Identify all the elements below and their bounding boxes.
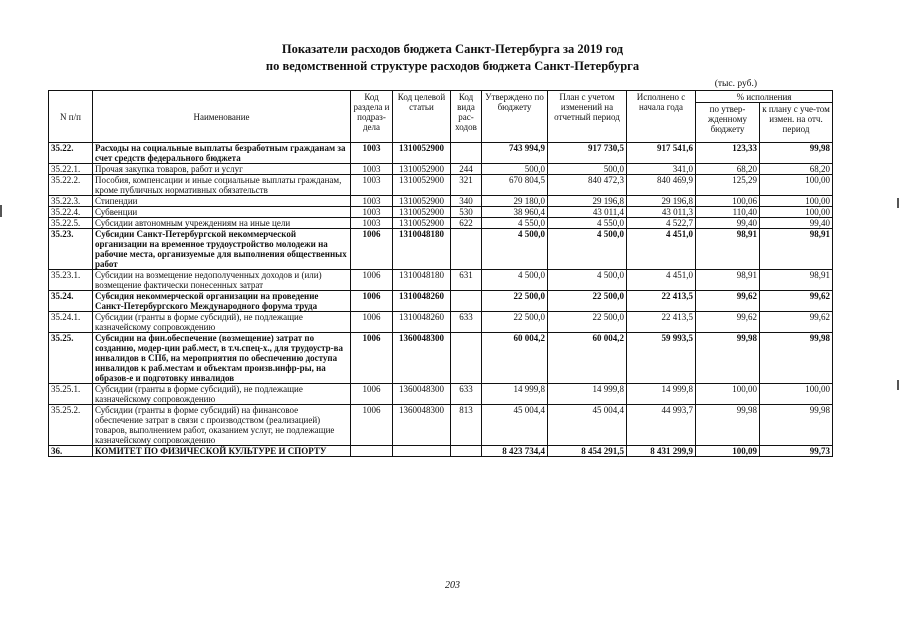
row-done: 22 413,5 [627,312,696,333]
row-target-code: 1360048300 [393,405,451,446]
row-target-code: 1310052900 [393,218,451,229]
row-target-code: 1310048180 [393,270,451,291]
row-pct-plan: 100,00 [760,196,833,207]
row-num: 35.22.2. [49,175,93,196]
row-section-code: 1003 [351,175,393,196]
row-num: 35.22.5. [49,218,93,229]
row-approved: 743 994,9 [482,143,548,164]
row-target-code: 1310052900 [393,175,451,196]
table-row [49,218,833,229]
row-expense-type [451,229,482,270]
row-done: 43 011,3 [627,207,696,218]
row-target-code: 1310052900 [393,164,451,175]
row-pct-approved: 99,62 [696,312,760,333]
row-expense-type: 244 [451,164,482,175]
row-approved: 22 500,0 [482,312,548,333]
row-name: Стипендии [93,196,351,207]
row-pct-approved: 68,20 [696,164,760,175]
row-approved: 38 960,4 [482,207,548,218]
row-name: Субвенции [93,207,351,218]
row-pct-plan: 100,00 [760,175,833,196]
row-num: 35.23. [49,229,93,270]
row-plan: 8 454 291,5 [548,446,627,457]
row-section-code [351,446,393,457]
row-name: Пособия, компенсации и иные социальные выплаты гражданам, кроме публичных нормативных обязательств [93,175,351,196]
row-name: Субсидии на возмещение недополученных доходов и (или) возмещение фактически понесенных затрат [93,270,351,291]
row-done: 44 993,7 [627,405,696,446]
row-approved: 500,0 [482,164,548,175]
row-expense-type: 340 [451,196,482,207]
row-done: 14 999,8 [627,384,696,405]
row-target-code: 1310048260 [393,291,451,312]
row-plan: 4 500,0 [548,229,627,270]
row-done: 341,0 [627,164,696,175]
row-plan: 917 730,5 [548,143,627,164]
row-num: 35.23.1. [49,270,93,291]
row-num: 35.22.4. [49,207,93,218]
row-done: 22 413,5 [627,291,696,312]
row-done: 4 451,0 [627,270,696,291]
row-pct-plan: 100,00 [760,384,833,405]
row-pct-plan: 99,98 [760,405,833,446]
row-pct-plan: 99,73 [760,446,833,457]
row-target-code: 1310048180 [393,229,451,270]
table-row [49,229,833,270]
row-plan: 840 472,3 [548,175,627,196]
row-done: 29 196,8 [627,196,696,207]
header-section: Код раздела и подраз-дела [351,91,393,143]
row-done: 4 522,7 [627,218,696,229]
row-num: 35.25.2. [49,405,93,446]
document-title: Показатели расходов бюджета Санкт-Петербурга за 2019 год [281,42,624,56]
row-pct-approved: 125,29 [696,175,760,196]
scan-mark [897,198,899,208]
table-row [49,270,833,291]
header-done: Исполнено с начала года [627,91,696,143]
row-pct-plan: 98,91 [760,229,833,270]
table-row [49,196,833,207]
row-pct-approved: 100,06 [696,196,760,207]
row-pct-approved: 98,91 [696,229,760,270]
row-done: 917 541,6 [627,143,696,164]
scan-mark [897,380,899,390]
table-body [49,143,833,457]
row-expense-type [451,333,482,384]
row-plan: 500,0 [548,164,627,175]
row-expense-type [451,143,482,164]
table-row [49,405,833,446]
row-pct-plan: 99,98 [760,143,833,164]
scan-mark [0,205,2,217]
row-expense-type: 633 [451,384,482,405]
row-pct-approved: 99,98 [696,405,760,446]
row-expense-type: 813 [451,405,482,446]
row-pct-plan: 99,62 [760,312,833,333]
row-section-code: 1006 [351,312,393,333]
row-name: Расходы на социальные выплаты безработным гражданам за счет средств федерального бюджета [93,143,351,164]
units-label: (тыс. руб.) [714,79,757,89]
row-name: Субсидия некоммерческой организации на проведение Санкт-Петербургского Международного форума труда [93,291,351,312]
row-target-code: 1360048300 [393,333,451,384]
row-target-code: 1310052900 [393,143,451,164]
row-section-code: 1006 [351,405,393,446]
row-section-code: 1003 [351,218,393,229]
row-done: 840 469,9 [627,175,696,196]
row-name: Прочая закупка товаров, работ и услуг [93,164,351,175]
header-target: Код целевой статьи [393,91,451,143]
row-name: Субсидии (гранты в форме субсидий), не подлежащие казначейскому сопровождению [93,384,351,405]
row-approved: 4 500,0 [482,229,548,270]
table-row [49,291,833,312]
header-plan: План с учетом изменений на отчетный период [548,91,627,143]
table-row [49,312,833,333]
row-expense-type: 633 [451,312,482,333]
row-section-code: 1006 [351,270,393,291]
table-row [49,446,833,457]
row-approved: 8 423 734,4 [482,446,548,457]
row-plan: 45 004,4 [548,405,627,446]
row-approved: 22 500,0 [482,291,548,312]
row-section-code: 1003 [351,196,393,207]
table-row [49,164,833,175]
row-expense-type: 321 [451,175,482,196]
row-pct-approved: 110,40 [696,207,760,218]
row-section-code: 1006 [351,384,393,405]
row-plan: 22 500,0 [548,312,627,333]
row-expense-type [451,291,482,312]
table-header [49,91,833,143]
row-name: Субсидии (гранты в форме субсидий), не подлежащие казначейскому сопровождению [93,312,351,333]
row-pct-plan: 99,98 [760,333,833,384]
table-row [49,384,833,405]
row-num: 35.22.3. [49,196,93,207]
row-approved: 60 004,2 [482,333,548,384]
table-row [49,143,833,164]
row-pct-approved: 100,09 [696,446,760,457]
row-approved: 29 180,0 [482,196,548,207]
row-section-code: 1003 [351,207,393,218]
row-plan: 22 500,0 [548,291,627,312]
row-pct-approved: 99,40 [696,218,760,229]
row-target-code: 1310052900 [393,196,451,207]
row-expense-type: 530 [451,207,482,218]
row-name: Субсидии автономным учреждениям на иные цели [93,218,351,229]
row-pct-plan: 98,91 [760,270,833,291]
row-plan: 60 004,2 [548,333,627,384]
row-num: 35.24. [49,291,93,312]
row-section-code: 1006 [351,333,393,384]
row-num: 35.25. [49,333,93,384]
header-approved: Утверждено по бюджету [482,91,548,143]
header-pct2: к плану с уче-том измен. на отч. период [760,103,833,143]
row-target-code: 1310052900 [393,207,451,218]
row-pct-approved: 123,33 [696,143,760,164]
row-plan: 4 500,0 [548,270,627,291]
row-approved: 45 004,4 [482,405,548,446]
header-pct-group: % исполнения [696,91,833,103]
row-plan: 4 550,0 [548,218,627,229]
row-num: 36. [49,446,93,457]
table-row [49,175,833,196]
row-section-code: 1006 [351,291,393,312]
header-num: N п/п [49,91,93,143]
row-approved: 4 550,0 [482,218,548,229]
row-pct-plan: 99,62 [760,291,833,312]
header-exptype: Код вида рас-ходов [451,91,482,143]
row-name: Субсидии (гранты в форме субсидий) на финансовое обеспечение затрат в связи с производством (реализацией) товаров, выполнением работ, оказанием услуг, не подлежащие казначейскому сопровождению [93,405,351,446]
header-name: Наименование [93,91,351,143]
row-plan: 29 196,8 [548,196,627,207]
row-expense-type [451,446,482,457]
header-pct1: по утвер-жденному бюджету [696,103,760,143]
row-num: 35.22. [49,143,93,164]
row-expense-type: 631 [451,270,482,291]
row-name: Субсидии Санкт-Петербургской некоммерческой организации на временное трудоустройство молодежи на рабочие места, организуемые для выполнения общественных работ [93,229,351,270]
budget-table [48,90,833,457]
row-target-code [393,446,451,457]
row-section-code: 1003 [351,164,393,175]
document-subtitle: по ведомственной структуре расходов бюджета Санкт-Петербурга [265,59,640,73]
row-done: 4 451,0 [627,229,696,270]
row-num: 35.25.1. [49,384,93,405]
row-num: 35.24.1. [49,312,93,333]
row-pct-approved: 99,98 [696,333,760,384]
row-target-code: 1310048260 [393,312,451,333]
row-plan: 43 011,4 [548,207,627,218]
row-plan: 14 999,8 [548,384,627,405]
table-row [49,333,833,384]
row-pct-approved: 100,00 [696,384,760,405]
row-num: 35.22.1. [49,164,93,175]
row-pct-approved: 98,91 [696,270,760,291]
row-done: 59 993,5 [627,333,696,384]
row-target-code: 1360048300 [393,384,451,405]
row-done: 8 431 299,9 [627,446,696,457]
row-approved: 4 500,0 [482,270,548,291]
row-name: Субсидии на фин.обеспечение (возмещение) затрат по созданию, модер-ции раб.мест, в т.ч.спец-х., для трудоустр-ва инвалидов в СПб, на мероприятия по обеспечению доступа инвалидов к раб.местам и объектам произв.инфр-ры, на образов-е и подготовку инвалидов [93,333,351,384]
row-pct-plan: 68,20 [760,164,833,175]
row-approved: 670 804,5 [482,175,548,196]
row-pct-approved: 99,62 [696,291,760,312]
row-section-code: 1006 [351,229,393,270]
table-row [49,207,833,218]
row-pct-plan: 99,40 [760,218,833,229]
row-approved: 14 999,8 [482,384,548,405]
row-section-code: 1003 [351,143,393,164]
page-number: 203 [445,580,460,591]
row-name: КОМИТЕТ ПО ФИЗИЧЕСКОЙ КУЛЬТУРЕ И СПОРТУ [93,446,351,457]
row-expense-type: 622 [451,218,482,229]
row-pct-plan: 100,00 [760,207,833,218]
